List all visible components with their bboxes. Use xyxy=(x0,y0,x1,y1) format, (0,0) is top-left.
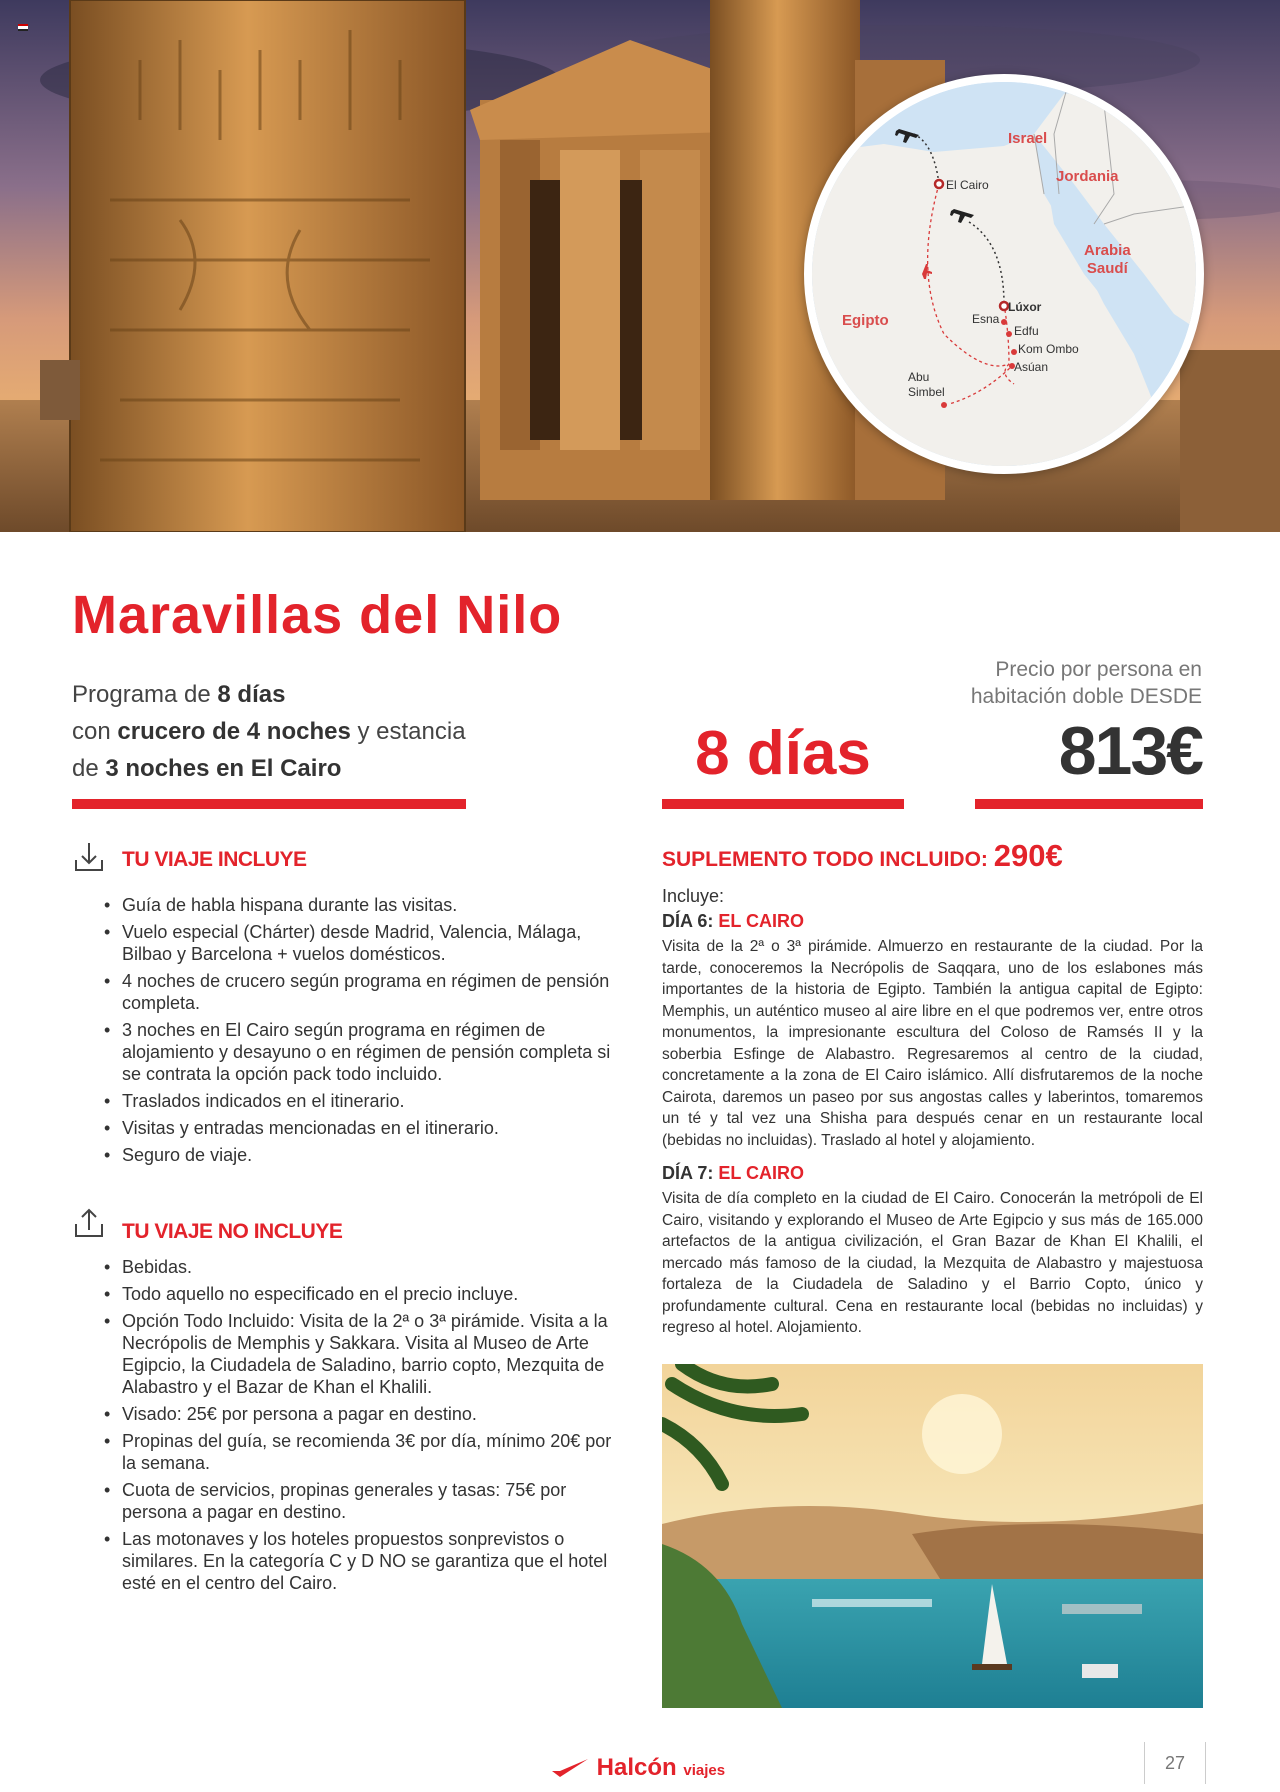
route-map xyxy=(804,74,1204,474)
list-item: • Propinas del guía, se recomienda 3€ por día, mínimo 20€ por la semana. xyxy=(102,1430,622,1474)
days-badge: 8 días xyxy=(695,719,871,788)
list-item: • Vuelo especial (Chárter) desde Madrid, Valencia, Málaga, Bilbao y Barcelona + vuelos domésticos. xyxy=(102,921,622,965)
list-item: • Seguro de viaje. xyxy=(102,1144,622,1166)
program-summary: Programa de 8 días con crucero de 4 noches y estancia de 3 noches en El Cairo xyxy=(72,681,466,782)
list-item: • 3 noches en El Cairo según programa en régimen de alojamiento y desayuno o en régimen de pensión completa si se contrata la opción pack todo incluido. xyxy=(102,1019,622,1085)
includes-heading: TU VIAJE INCLUYE xyxy=(122,848,307,871)
price-label: Precio por persona en habitación doble DESDE xyxy=(970,658,1202,708)
map-city-kom-ombo: Kom Ombo xyxy=(1018,342,1079,356)
map-city-asuan: Asúan xyxy=(1014,360,1049,374)
list-item: • Todo aquello no especificado en el precio incluye. xyxy=(102,1283,622,1305)
supplement-line: SUPLEMENTO TODO INCLUIDO: 290€ xyxy=(662,838,1063,873)
list-item: • Las motonaves y los hoteles propuestos sonprevistos o similares. En la categoría C y D NO se garantiza que el hotel esté en el centro del Cairo. xyxy=(102,1528,622,1594)
list-item: • Bebidas. xyxy=(102,1256,622,1278)
list-item: • Visado: 25€ por persona a pagar en destino. xyxy=(102,1403,622,1425)
list-item: • 4 noches de crucero según programa en régimen de pensión completa. xyxy=(102,970,622,1014)
price-amount: 813€ xyxy=(1058,713,1202,789)
day6-heading: DÍA 6: EL CAIRO xyxy=(662,911,805,931)
map-label-arabia: Arabia Saudí xyxy=(1084,242,1131,277)
day7-heading: DÍA 7: EL CAIRO xyxy=(662,1163,805,1183)
excludes-heading: TU VIAJE NO INCLUYE xyxy=(122,1220,343,1243)
upload-icon xyxy=(72,1206,106,1240)
list-item: • Visitas y entradas mencionadas en el itinerario. xyxy=(102,1117,622,1139)
day6-text: Visita de la 2ª o 3ª pirámide. Almuerzo en restaurante de la ciudad. Por la tarde, conoceremos la Necrópolis de Saqqara, uno de los eslabones más importantes de la historia de Egipto. También la antigua capital de Egipto: Memphis, un auténtico museo al aire libre en el que podremos ver, entre otros monumentos, la impresionante escultura del Coloso de Ramsés II y la soberbia Esfinge de Alabastro. Regresaremos al centro de la ciudad, concretamente a la zona de El Cairo islámico. Allí disfrutaremos de la noche Cairota, daremos un paseo por sus angostas calles y laberintos, tomaremos un té y tal vez una Shisha para después cenar en un restaurante local (bebidas no incluidas). Traslado al hotel y alojamiento. xyxy=(662,938,1203,1149)
brand-logo: Halcón viajes xyxy=(550,1754,725,1782)
includes-list xyxy=(102,894,622,1171)
incluye-label: Incluye: xyxy=(662,886,725,906)
download-icon xyxy=(72,840,106,874)
nile-photo xyxy=(662,1364,1203,1708)
list-item: • Guía de habla hispana durante las visitas. xyxy=(102,894,622,916)
divider-bar xyxy=(72,799,466,809)
day7-text: Visita de día completo en la ciudad de El Cairo. Conocerán la metrópoli de El Cairo, visitando y explorando el Museo de Arte Egipcio y sus más de 165.000 artefactos de la antigua civilización, el Gran Bazar de Khan El Khalili, el mercado más famoso de la ciudad, la Mezquita de Alabastro y majestuosa fortaleza de la Ciudadela de Saladino y el Barrio Copto, único y profundamente cultural. Cena en restaurante local (bebidas no incluidas) y regreso al hotel. Alojamiento. xyxy=(662,1190,1203,1336)
divider-bar xyxy=(975,799,1203,809)
map-city-esna: Esna xyxy=(972,312,1000,326)
list-item: • Cuota de servicios, propinas generales y tasas: 75€ por persona a pagar en destino. xyxy=(102,1479,622,1523)
page-number: 27 xyxy=(1144,1742,1206,1784)
divider-bar xyxy=(662,799,904,809)
halcon-logo-icon xyxy=(550,1757,590,1781)
map-label-israel: Israel xyxy=(1008,130,1048,147)
map-label-jordania: Jordania xyxy=(1056,168,1119,185)
page-title: Maravillas del Nilo xyxy=(72,585,563,645)
map-city-cairo: El Cairo xyxy=(946,178,989,192)
list-item: • Opción Todo Incluido: Visita de la 2ª o 3ª pirámide. Visita a la Necrópolis de Memphis y Sakkara. Visita al Museo de Arte Egipcio, la Ciudadela de Saladino, barrio copto, Mezquita de Alabastro y el Bazar de Khan el Khalili. xyxy=(102,1310,622,1398)
excludes-list xyxy=(102,1256,622,1599)
map-label-egipto: Egipto xyxy=(842,312,889,329)
map-graphic xyxy=(804,74,1204,474)
map-city-luxor: Lúxor xyxy=(1008,300,1042,314)
list-item: • Traslados indicados en el itinerario. xyxy=(102,1090,622,1112)
flag-icon xyxy=(18,18,28,25)
map-city-edfu: Edfu xyxy=(1014,324,1039,338)
map-city-abu-simbel: Abu Simbel xyxy=(908,370,945,399)
